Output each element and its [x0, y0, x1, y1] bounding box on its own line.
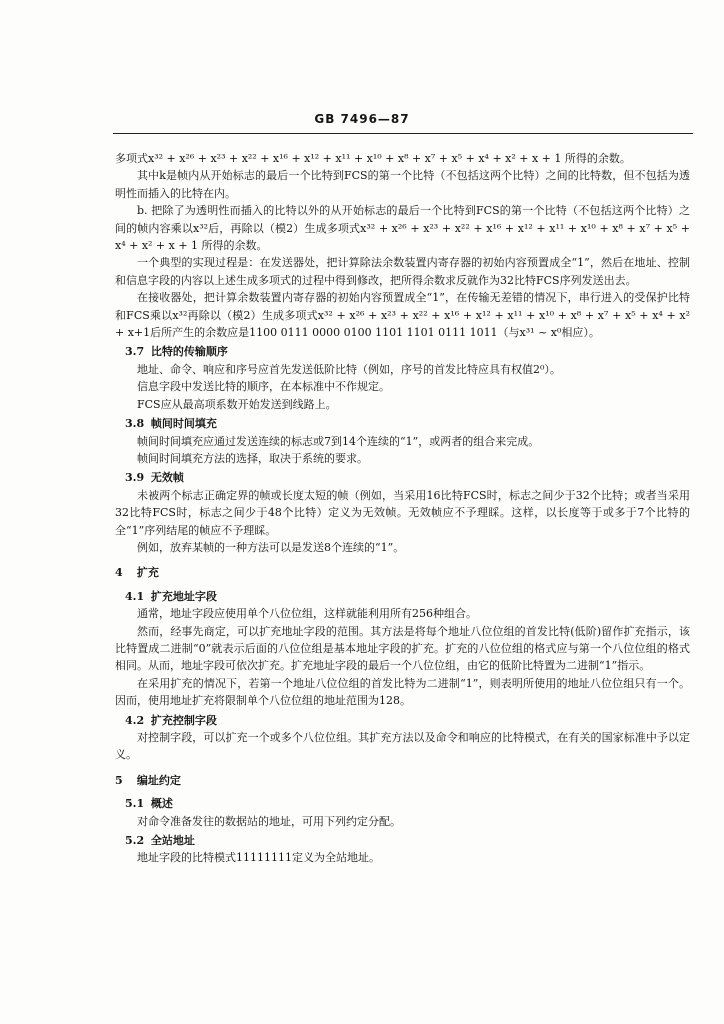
paragraph-abort-example: 例如，放弃某帧的一种方法可以是发送8个连续的“1”。	[137, 540, 405, 554]
section-title: 编址约定	[136, 773, 181, 787]
section-heading-4-2	[115, 712, 690, 729]
section-3-8-line: 帧间时间填充方法的选择，取决于系统的要求。	[137, 451, 368, 465]
section-title: 帧间时间填充	[150, 417, 217, 431]
paragraph-address-range: 在采用扩充的情况下，若第一个地址八位位组的首发比特为二进制“1”，则表明所使用的地址八位位组只有一个。因而，使用地址扩充将限制单个八位位组的地址范围为128。	[115, 676, 690, 708]
section-number: 5.1	[125, 797, 145, 811]
section-3-7-line: FCS应从最高项系数开始发送到线路上。	[137, 397, 337, 411]
document-body	[115, 150, 690, 867]
section-3-8-line: 帧间时间填充应通过发送连续的标志或7到14个连续的“1”，或两者的组合来完成。	[137, 434, 540, 448]
section-heading-3-7	[115, 343, 690, 360]
section-title: 全站地址	[150, 834, 195, 848]
section-3-7-line: 信息字段中发送比特的顺序，在本标准中不作规定。	[137, 380, 390, 394]
section-title: 无效帧	[150, 471, 184, 485]
section-number: 4.2	[125, 713, 145, 727]
section-title: 扩充地址字段	[150, 589, 217, 603]
section-number: 4	[115, 566, 123, 580]
section-number: 3.8	[125, 417, 145, 431]
section-heading-4	[115, 564, 690, 581]
paragraph-all-station-address: 地址字段的比特模式11111111定义为全站地址。	[137, 851, 380, 865]
section-heading-3-8	[115, 415, 690, 432]
section-title: 扩充控制字段	[150, 713, 217, 727]
standard-number-header: GB 7496—87	[314, 112, 410, 126]
header-rule	[113, 133, 693, 134]
section-heading-5-1	[115, 795, 690, 812]
section-title: 扩充	[136, 566, 159, 580]
section-number: 5	[115, 773, 123, 787]
section-number: 5.2	[125, 834, 145, 848]
paragraph-invalid-frame: 未被两个标志正确定界的帧或长度太短的帧（例如，当采用16比特FCS时，标志之间少于32个比特；或者当采用32比特FCS时，标志之间少于48个比特）定义为无效帧。无效帧应不予理睬。这样，以长度等于或多于7个比特的全“1”序列结尾的帧应不予理睬。	[115, 488, 690, 537]
paragraph-overview: 对命令准备发往的数据站的地址，可用下列约定分配。	[137, 814, 401, 828]
section-heading-5	[115, 772, 690, 789]
paragraph-address-normal: 通常，地址字段应使用单个八位位组，这样就能利用所有256种组合。	[137, 607, 477, 621]
section-number: 3.7	[125, 345, 145, 359]
paragraph-control-extension: 对控制字段，可以扩充一个或多个八位位组。其扩充方法以及命令和响应的比特模式，在有关的国家标准中予以定义。	[115, 731, 690, 762]
paragraph-sender-implementation: 一个典型的实现过程是：在发送器处，把计算除法余数装置内寄存器的初始内容预置成全“1”，然后在地址、控制和信息字段的内容以上述生成多项式的过程中得到修改，把所得余数求反就作为32比特FCS序列发送出去。	[115, 256, 690, 287]
section-title: 比特的传输顺序	[150, 345, 228, 359]
paragraph-address-extension: 然而，经事先商定，可以扩充地址字段的范围。其方法是将每个地址八位位组的首发比特(低阶)留作扩充指示，该比特置成二进制“0”就表示后面的八位位组是基本地址字段的扩充。扩充的八位位组的格式应与第一个八位位组的格式相同。从而，地址字段可依次扩充。扩充地址字段的最后一个八位位组，由它的低阶比特置为二进制“1”指示。	[115, 624, 690, 673]
paragraph-polynomial-remainder: 多项式x³² + x²⁶ + x²³ + x²² + x¹⁶ + x¹² + x¹¹ + x¹⁰ + x⁸ + x⁷ + x⁵ + x⁴ + x² + x + 1 所得的余数。	[115, 152, 631, 165]
section-3-7-line: 地址、命令、响应和序号应首先发送低阶比特（例如，序号的首发比特应具有权值2⁰）。	[137, 362, 561, 376]
paragraph-k-definition: 其中k是帧内从开始标志的最后一个比特到FCS的第一个比特（不包括这两个比特）之间的比特数，但不包括为透明性而插入的比特在内。	[115, 169, 690, 200]
section-number: 4.1	[125, 589, 145, 603]
section-heading-5-2	[115, 832, 690, 849]
paragraph-item-b: b. 把除了为透明性而插入的比特以外的从开始标志的最后一个比特到FCS的第一个比特（不包括这两个比特）之间的帧内容乘以x³²后，再除以（模2）生成多项式x³² + x²⁶ + x²³ + x²² + x¹⁶ + x¹² + x¹¹ + x¹⁰ + x⁸ + x⁷ + x⁵ + x⁴ + x² + x + 1 所得的余数。	[115, 204, 690, 253]
section-title: 概述	[150, 797, 173, 811]
paragraph-receiver-implementation: 在接收器处，把计算余数装置内寄存器的初始内容预置成全“1”，在传输无差错的情况下，串行进入的受保护比特和FCS乘以x³²再除以（模2）生成多项式x³² + x²⁶ + x²³ + x²² + x¹⁶ + x¹² + x¹¹ + x¹⁰ + x⁸ + x⁷ + x⁵ + x⁴ + x² + x+1后所产生的余数应是1100 0111 0000 0100 1101 1101 0111 1011（与x³¹ ~ x⁰相应）。	[115, 291, 690, 340]
section-heading-3-9	[115, 469, 690, 486]
section-number: 3.9	[125, 471, 145, 485]
section-heading-4-1	[115, 588, 690, 605]
